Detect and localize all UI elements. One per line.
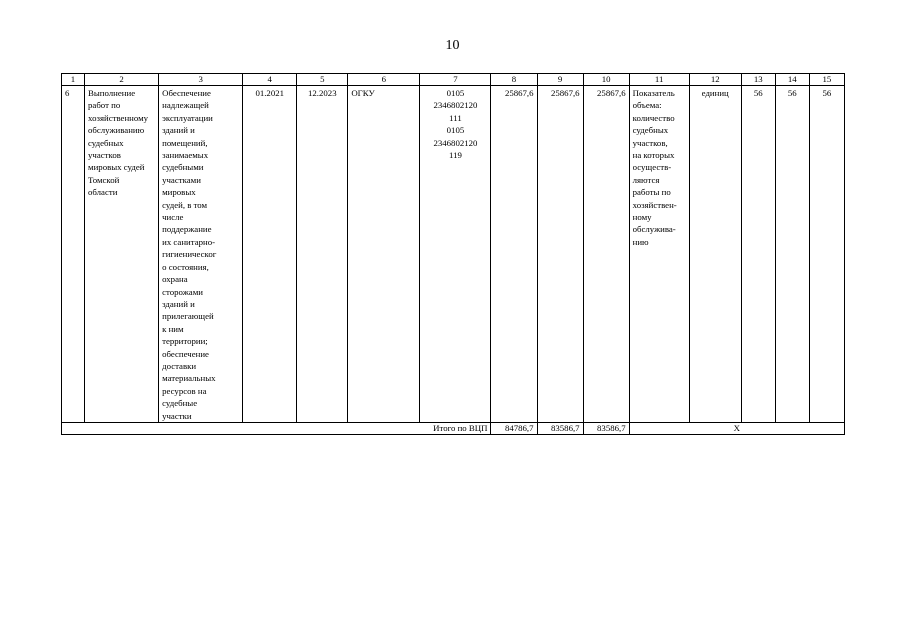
measure-line: судебные [162, 398, 198, 409]
indicator-line: ному [632, 212, 652, 223]
task-line: хозяйственному [88, 112, 149, 123]
page-number: 10 [445, 38, 460, 53]
value-cell-15: 56 [809, 86, 844, 423]
measure-line: занимаемых [162, 150, 209, 161]
budget-code-line: 2346802120 [433, 137, 478, 148]
indicator-line: судебных [632, 125, 669, 136]
measure-line: зданий и [162, 298, 195, 309]
total-amount-9: 83586,7 [537, 422, 583, 434]
amount-cell-8: 25867,6 [491, 86, 537, 423]
executor-cell: ОГКУ [348, 86, 420, 423]
measure-line: прилегающей [162, 311, 214, 322]
header-cell: 15 [809, 74, 844, 86]
indicator-line: хозяйствен- [632, 199, 677, 210]
measure-line: обеспечение [162, 348, 209, 359]
total-row [62, 422, 845, 434]
measure-line: мировых [162, 187, 196, 198]
header-cell: 4 [243, 74, 297, 86]
unit-cell: единиц [689, 86, 741, 423]
indicator-line: нию [632, 236, 649, 247]
budget-code-line: 111 [449, 112, 462, 123]
task-cell [85, 86, 159, 423]
measure-line: помещений, [162, 137, 208, 148]
measure-line: охрана [162, 274, 188, 285]
header-cell: 12 [689, 74, 741, 86]
task-line: работ по [88, 100, 121, 111]
task-line: участков [88, 150, 121, 161]
header-cell: 5 [297, 74, 348, 86]
measure-line: надлежащей [162, 100, 209, 111]
indicator-line: работы по [632, 187, 671, 198]
program-table [61, 73, 845, 435]
measure-line: участками [162, 174, 201, 185]
measure-line: о состояния, [162, 261, 209, 272]
measure-line: числе [162, 212, 184, 223]
task-line: Томской [88, 174, 120, 185]
total-x-mark: Х [629, 422, 844, 434]
measure-line: судей, в том [162, 199, 208, 210]
indicator-line: объема: [632, 100, 662, 111]
measure-line: ресурсов на [162, 385, 207, 396]
amount-cell-9: 25867,6 [537, 86, 583, 423]
measure-cell [159, 86, 243, 423]
measure-line: эксплуатации [162, 112, 213, 123]
amount-cell-10: 25867,6 [583, 86, 629, 423]
measure-line: их санитарно- [162, 236, 216, 247]
table-row [62, 86, 845, 423]
row-number-cell: 6 [62, 86, 85, 423]
measure-line: судебными [162, 162, 204, 173]
value-cell-13: 56 [741, 86, 775, 423]
measure-line: материальных [162, 373, 216, 384]
value-cell-14: 56 [775, 86, 809, 423]
total-amount-10: 83586,7 [583, 422, 629, 434]
header-cell: 6 [348, 74, 420, 86]
measure-line: поддержание [162, 224, 212, 235]
measure-line: Обеспечение [162, 88, 211, 98]
start-date-cell: 01.2021 [243, 86, 297, 423]
budget-code-cell [420, 86, 491, 423]
header-cell: 11 [629, 74, 689, 86]
measure-line: территории; [162, 336, 208, 347]
indicator-line: на которых [632, 150, 675, 161]
header-cell: 14 [775, 74, 809, 86]
header-cell: 1 [62, 74, 85, 86]
task-line: обслуживанию [88, 125, 145, 136]
indicator-line: количество [632, 112, 675, 123]
measure-line: зданий и [162, 125, 195, 136]
budget-code-line: 0105 [446, 125, 465, 136]
indicator-line: ляются [632, 174, 660, 185]
measure-line: участки [162, 410, 192, 421]
header-cell: 7 [420, 74, 491, 86]
budget-code-line: 0105 [446, 88, 465, 98]
budget-code-line: 2346802120 [433, 100, 478, 111]
header-cell: 10 [583, 74, 629, 86]
task-line: мировых судей [88, 162, 145, 173]
indicator-line: осуществ- [632, 162, 672, 173]
header-cell: 3 [159, 74, 243, 86]
task-line: судебных [88, 137, 124, 148]
indicator-cell [629, 86, 689, 423]
total-label: Итого по ВЦП [62, 422, 491, 434]
measure-line: к ним [162, 323, 184, 334]
task-line: Выполнение [88, 88, 136, 98]
task-line: области [88, 187, 118, 198]
indicator-line: обслужива- [632, 224, 676, 235]
indicator-line: участков, [632, 137, 668, 148]
budget-code-line: 119 [449, 150, 462, 161]
header-cell: 8 [491, 74, 537, 86]
column-number-row [62, 74, 845, 86]
header-cell: 2 [85, 74, 159, 86]
header-cell: 13 [741, 74, 775, 86]
total-amount-8: 84786,7 [491, 422, 537, 434]
measure-line: доставки [162, 360, 197, 371]
measure-line: сторожами [162, 286, 203, 297]
header-cell: 9 [537, 74, 583, 86]
measure-line: гигиеническог [162, 249, 217, 260]
end-date-cell: 12.2023 [297, 86, 348, 423]
indicator-line: Показатель [632, 88, 675, 98]
